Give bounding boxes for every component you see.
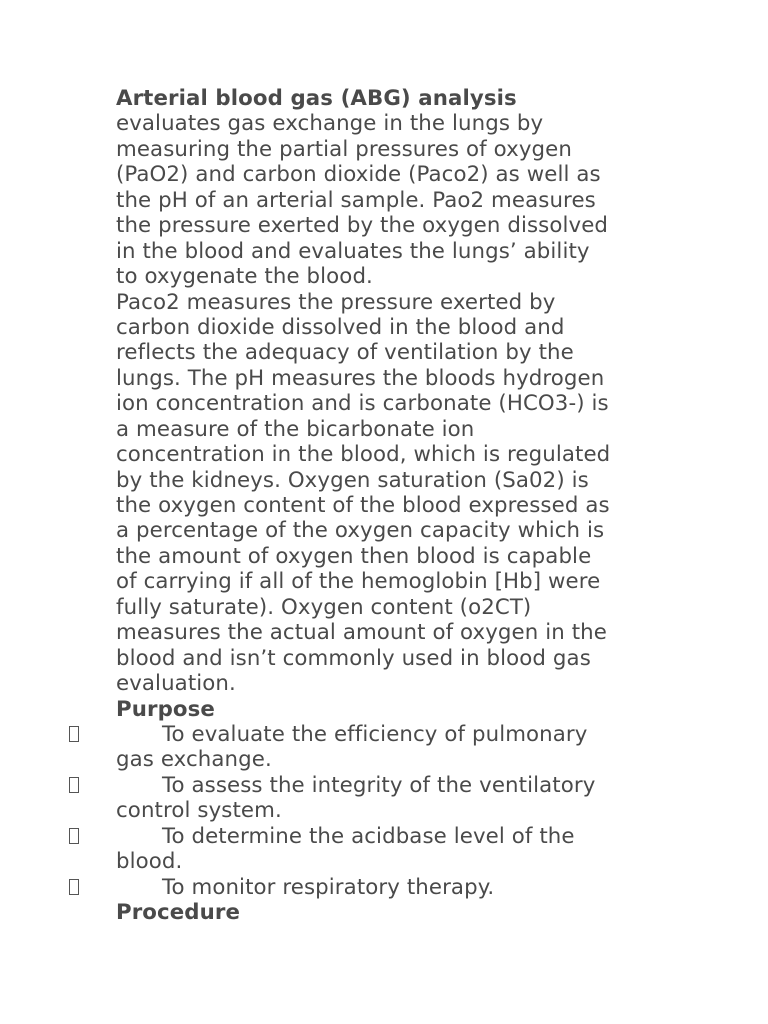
paragraph-line: measuring the partial pressures of oxygen bbox=[116, 136, 572, 162]
paragraph-line: the pH of an arterial sample. Pao2 measures bbox=[116, 187, 596, 213]
paragraph-line: of carrying if all of the hemoglobin [Hb] were bbox=[116, 569, 601, 595]
paragraph-line: a measure of the bicarbonate ion bbox=[116, 416, 475, 442]
paragraph-line: carbon dioxide dissolved in the blood and bbox=[116, 314, 565, 340]
purpose-item-continuation: blood. bbox=[116, 849, 183, 875]
paragraph-line: concentration in the blood, which is regulated bbox=[116, 442, 611, 468]
paragraph-line: a percentage of the oxygen capacity which is bbox=[116, 518, 605, 544]
paragraph-line: reflects the adequacy of ventilation by the bbox=[116, 340, 574, 366]
paragraph-line: by the kidneys. Oxygen saturation (Sa02) is bbox=[116, 467, 589, 493]
paragraph-line: measures the actual amount of oxygen in the bbox=[116, 620, 607, 646]
paragraph-line: in the blood and evaluates the lungs’ ability bbox=[116, 238, 590, 264]
purpose-list-item bbox=[116, 773, 661, 824]
purpose-list bbox=[116, 722, 661, 900]
purpose-item-text: To determine the acidbase level of the bbox=[162, 823, 575, 849]
purpose-item-continuation: control system. bbox=[116, 798, 282, 824]
bullet-box-icon bbox=[69, 828, 79, 844]
purpose-list-item bbox=[116, 722, 661, 773]
paragraph-line: the pressure exerted by the oxygen dissolved bbox=[116, 213, 609, 239]
bullet-box-icon bbox=[69, 726, 79, 742]
paragraph-line: the amount of oxygen then blood is capable bbox=[116, 543, 592, 569]
paragraph-line: evaluates gas exchange in the lungs by bbox=[116, 111, 544, 137]
bullet-box-icon bbox=[69, 777, 79, 793]
purpose-heading: Purpose bbox=[116, 696, 215, 722]
purpose-item-continuation: gas exchange. bbox=[116, 747, 272, 773]
paragraph-line: Paco2 measures the pressure exerted by bbox=[116, 289, 556, 315]
purpose-item-text: To monitor respiratory therapy. bbox=[162, 874, 495, 900]
bullet-box-icon bbox=[69, 879, 79, 895]
paragraph-line: the oxygen content of the blood expressed as bbox=[116, 493, 610, 518]
abg-heading: Arterial blood gas (ABG) analysis bbox=[116, 86, 517, 111]
paragraph-line: to oxygenate the blood. bbox=[116, 264, 373, 290]
paragraph-line: evaluation. bbox=[116, 671, 236, 697]
purpose-list-item bbox=[116, 824, 661, 875]
abg-paragraph bbox=[116, 111, 661, 696]
paragraph-line: ion concentration and is carbonate (HCO3-) is bbox=[116, 391, 609, 417]
purpose-item-text: To evaluate the efficiency of pulmonary bbox=[162, 721, 588, 747]
procedure-heading: Procedure bbox=[116, 900, 241, 925]
document-body bbox=[116, 86, 661, 925]
paragraph-line: fully saturate). Oxygen content (o2CT) bbox=[116, 594, 532, 620]
purpose-item-text: To assess the integrity of the ventilatory bbox=[162, 772, 596, 798]
paragraph-line: lungs. The pH measures the bloods hydrogen bbox=[116, 365, 605, 391]
paragraph-line: blood and isn’t commonly used in blood gas bbox=[116, 645, 591, 671]
paragraph-line: (PaO2) and carbon dioxide (Paco2) as well as bbox=[116, 162, 601, 188]
purpose-list-item bbox=[116, 875, 661, 900]
